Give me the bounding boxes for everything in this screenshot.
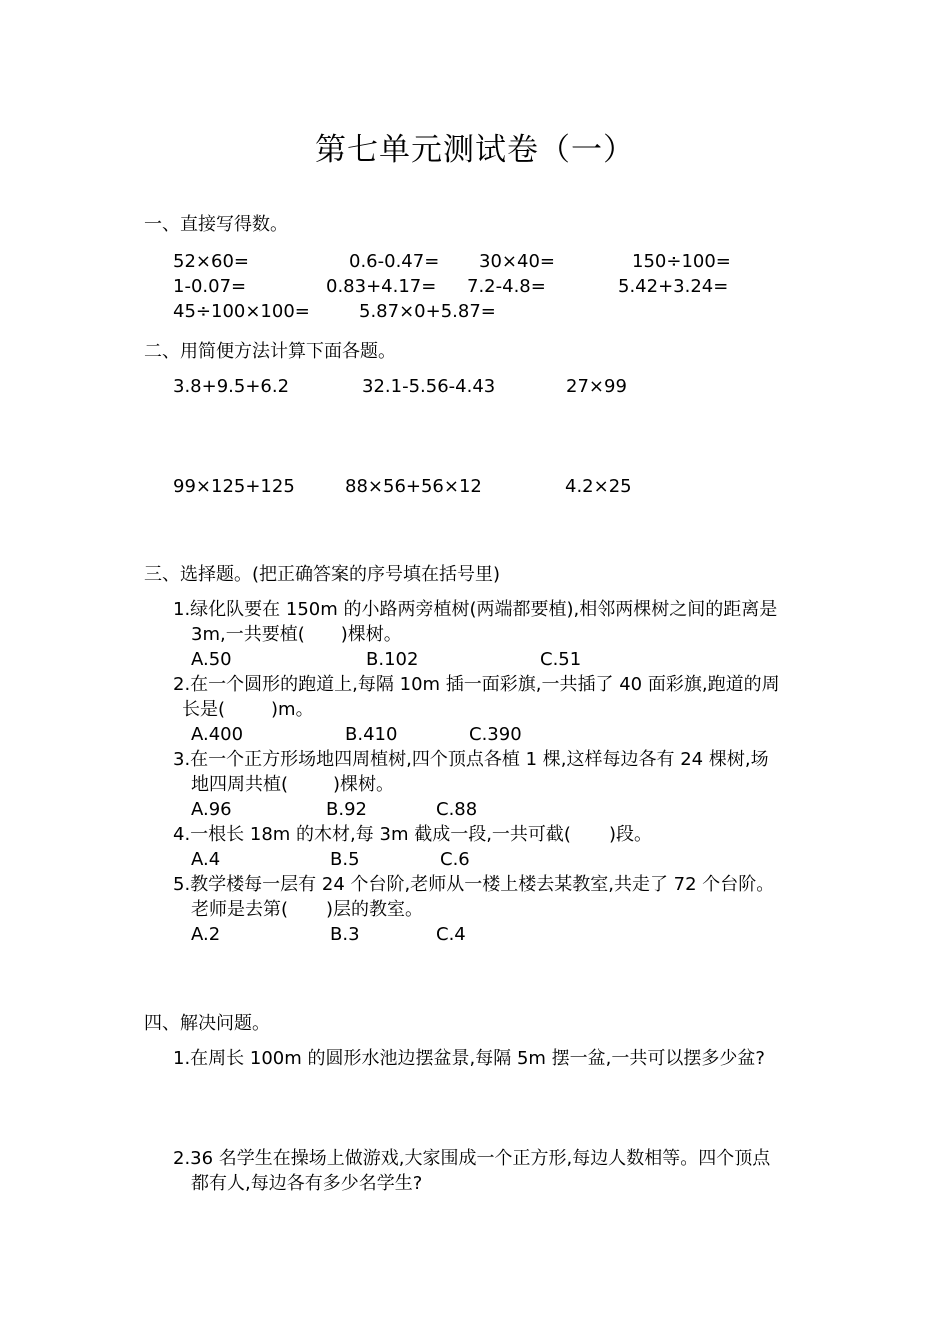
simplify-item: 4.2×25 [565, 476, 632, 497]
calc-item: 0.83+4.17= [326, 276, 437, 297]
option: C.6 [440, 849, 470, 870]
section1-heading: 一、直接写得数。 [144, 214, 288, 235]
option: C.88 [436, 799, 478, 820]
calc-item: 7.2-4.8= [467, 276, 546, 297]
section4-heading: 四、解决问题。 [144, 1013, 270, 1034]
option: A.50 [191, 649, 232, 670]
simplify-item: 32.1-5.56-4.43 [362, 376, 496, 397]
simplify-item: 88×56+56×12 [345, 476, 482, 497]
option: A.4 [191, 849, 221, 870]
option: B.5 [330, 849, 360, 870]
choice-question-text: 长是( )m。 [182, 699, 314, 720]
choice-question-text: 老师是去第( )层的教室。 [191, 899, 424, 920]
option: C.4 [436, 924, 466, 945]
option: A.96 [191, 799, 232, 820]
calc-item: 0.6-0.47= [349, 251, 440, 272]
simplify-item: 3.8+9.5+6.2 [173, 376, 290, 397]
option: A.2 [191, 924, 221, 945]
simplify-item: 27×99 [566, 376, 627, 397]
word-problem: 都有人,每边各有多少名学生? [191, 1173, 423, 1194]
choice-question-text: 1.绿化队要在 150m 的小路两旁植树(两端都要植),相邻两棵树之间的距离是 [173, 599, 778, 620]
calc-item: 30×40= [479, 251, 555, 272]
section2-heading: 二、用简便方法计算下面各题。 [144, 341, 396, 362]
calc-item: 52×60= [173, 251, 249, 272]
choice-question-text: 3m,一共要植( )棵树。 [191, 624, 402, 645]
choice-question-text: 5.教学楼每一层有 24 个台阶,老师从一楼上楼去某教室,共走了 72 个台阶。 [173, 874, 775, 895]
choice-question-text: 3.在一个正方形场地四周植树,四个顶点各植 1 棵,这样每边各有 24 棵树,场 [173, 749, 769, 770]
word-problem: 2.36 名学生在操场上做游戏,大家围成一个正方形,每边人数相等。四个顶点 [173, 1148, 771, 1169]
choice-question-text: 地四周共植( )棵树。 [191, 774, 395, 795]
word-problem: 1.在周长 100m 的圆形水池边摆盆景,每隔 5m 摆一盆,一共可以摆多少盆? [173, 1048, 765, 1069]
page-title: 第七单元测试卷（一） [315, 132, 635, 168]
calc-item: 45÷100×100= [173, 301, 310, 322]
option: C.390 [469, 724, 522, 745]
calc-item: 5.87×0+5.87= [359, 301, 496, 322]
choice-question-text: 2.在一个圆形的跑道上,每隔 10m 插一面彩旗,一共插了 40 面彩旗,跑道的周 [173, 674, 780, 695]
option: A.400 [191, 724, 244, 745]
calc-item: 150÷100= [632, 251, 731, 272]
option: B.410 [345, 724, 398, 745]
calc-item: 1-0.07= [173, 276, 247, 297]
option: B.3 [330, 924, 360, 945]
calc-item: 5.42+3.24= [618, 276, 729, 297]
option: C.51 [540, 649, 582, 670]
option: B.92 [326, 799, 367, 820]
section3-heading: 三、选择题。(把正确答案的序号填在括号里) [144, 564, 501, 585]
choice-question-text: 4.一根长 18m 的木材,每 3m 截成一段,一共可截( )段。 [173, 824, 652, 845]
option: B.102 [366, 649, 419, 670]
simplify-item: 99×125+125 [173, 476, 295, 497]
